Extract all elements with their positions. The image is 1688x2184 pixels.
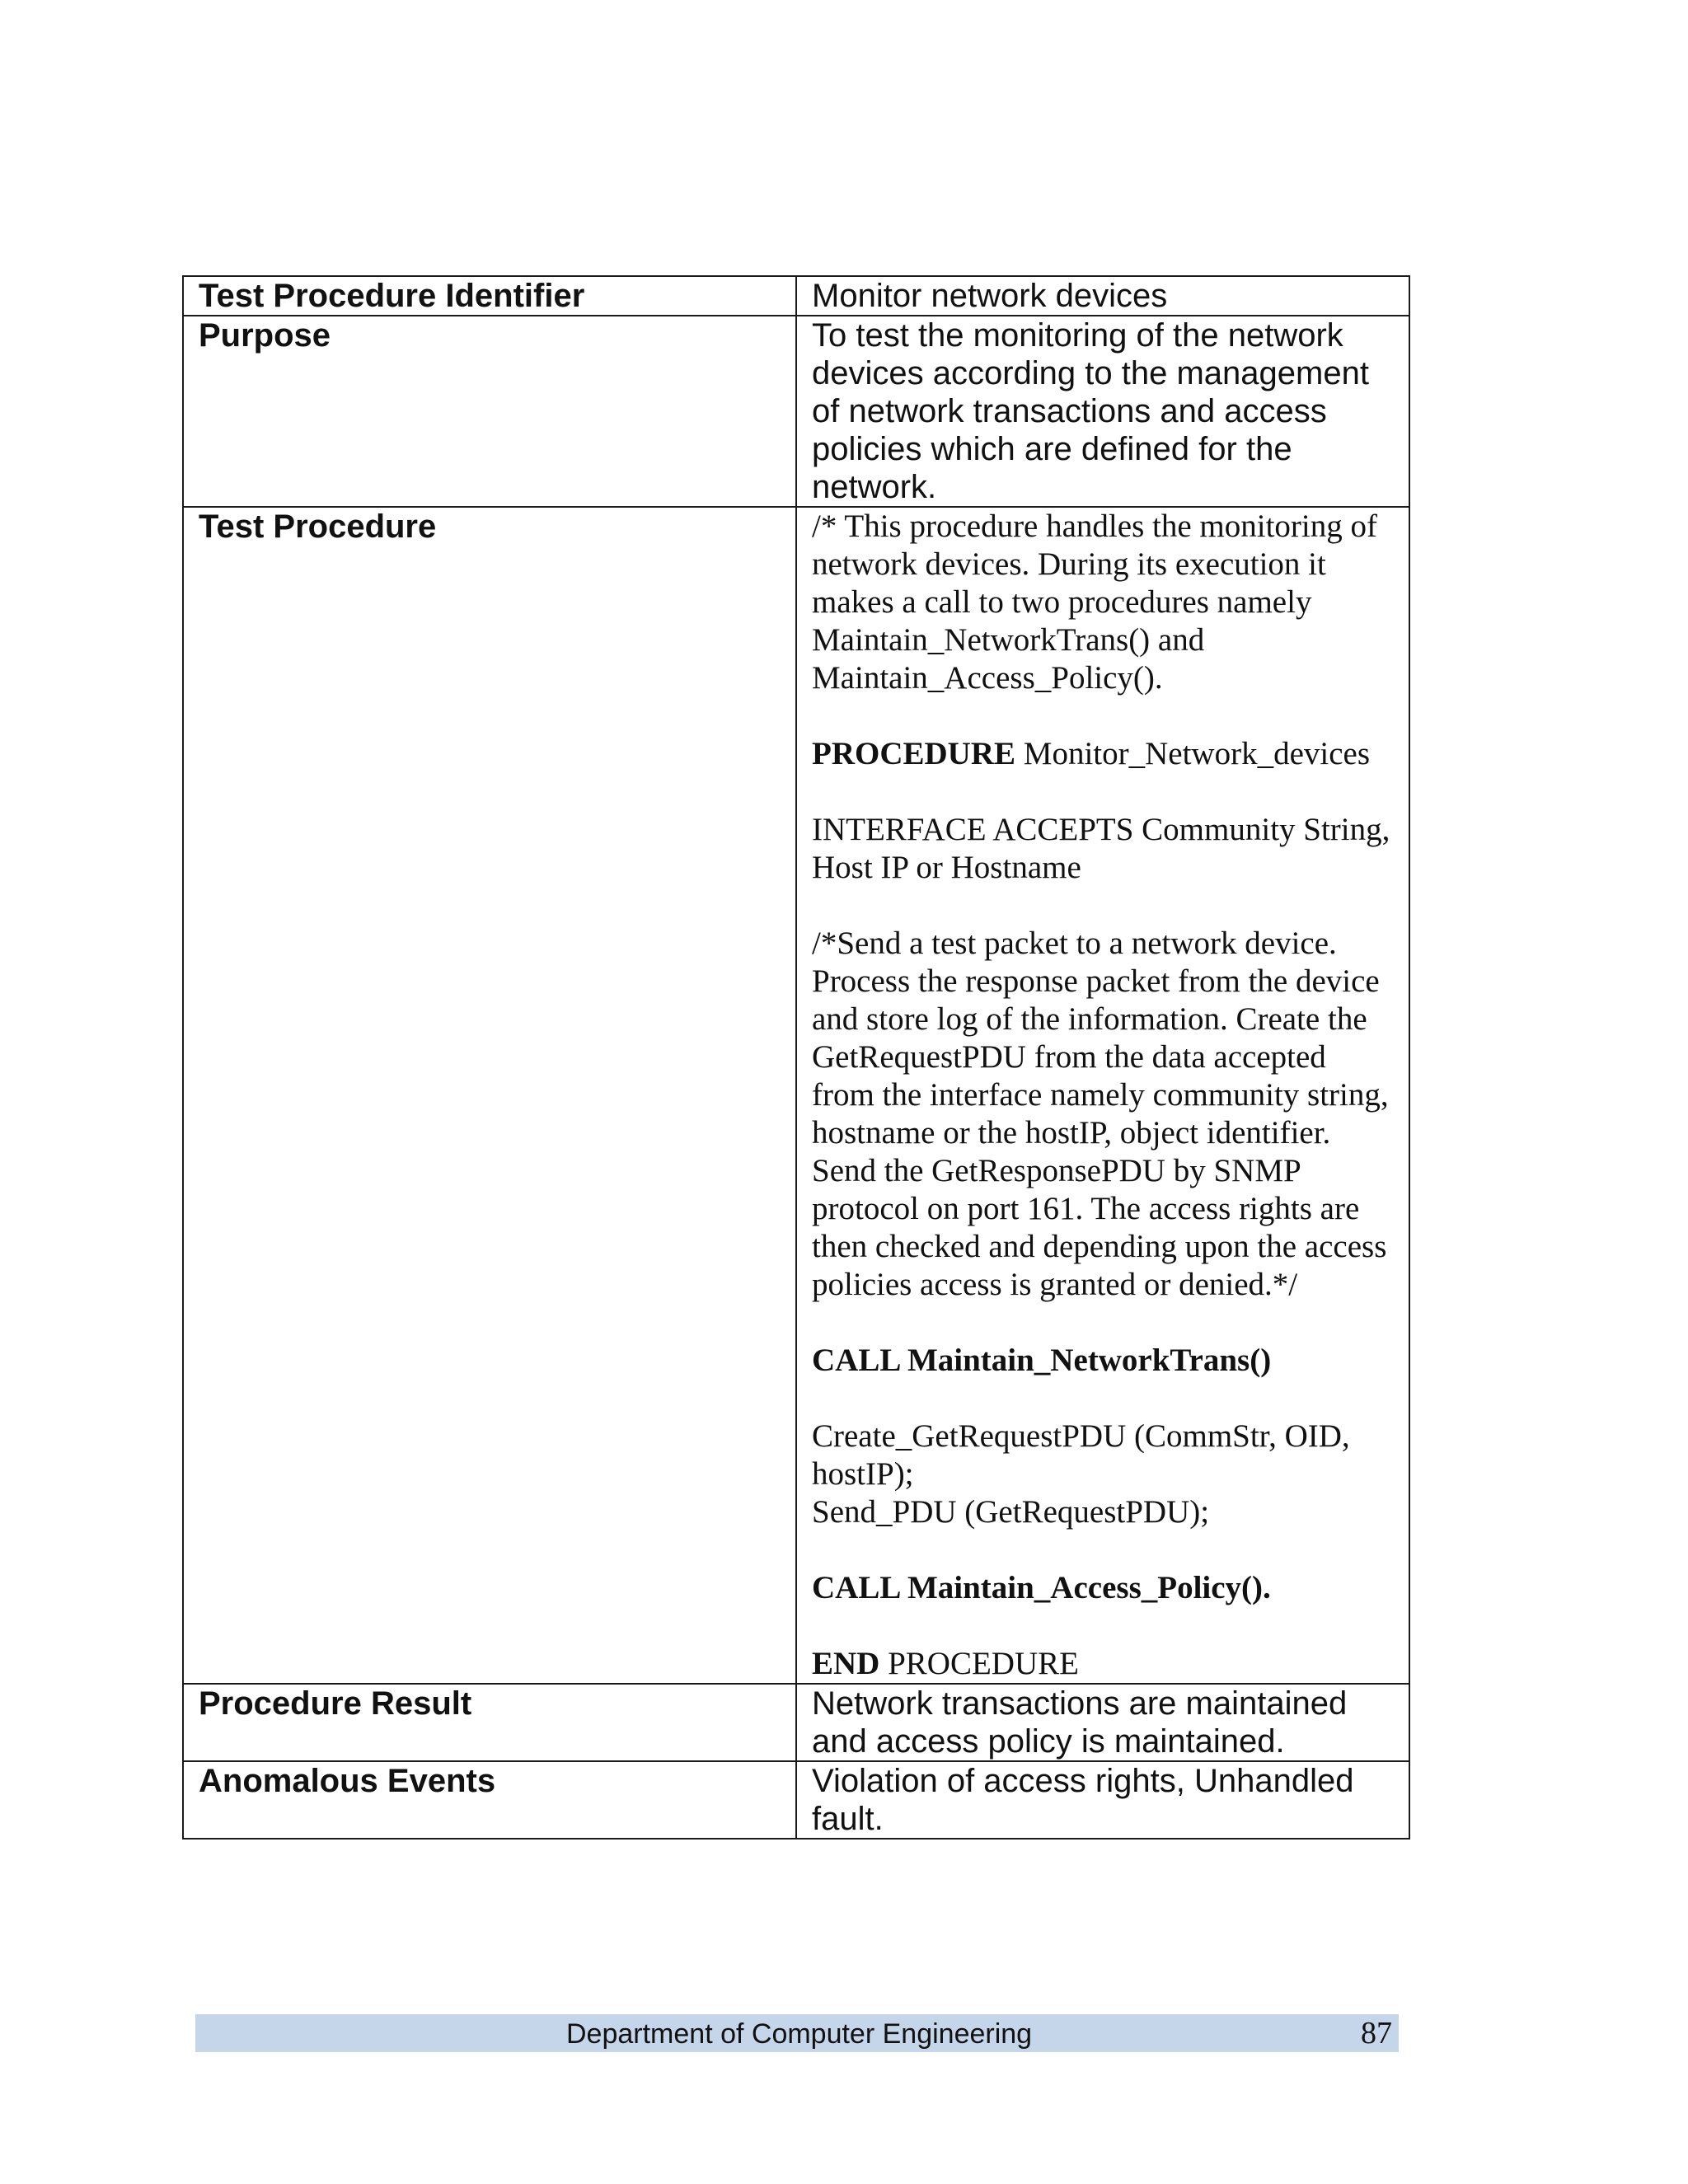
anomalous-label: Anomalous Events — [183, 1761, 796, 1839]
table-row — [183, 1684, 1409, 1761]
interface-line: INTERFACE ACCEPTS Community String, Host IP or Hostname — [812, 812, 1390, 885]
procedure-description: /*Send a test packet to a network device. Process the response packet from the device and store log of the information. Create the GetRequestPDU from the data accepted from the interface namely community string, hostname or the hostIP, object identifier. Send the GetResponsePDU by SNMP protocol on port 161. The access rights are then checked and depending upon the access policies access is granted or denied.*/ — [812, 926, 1389, 1302]
result-label: Procedure Result — [183, 1684, 796, 1761]
call-maintain-access-policy: CALL Maintain_Access_Policy(). — [812, 1570, 1271, 1605]
procedure-header — [812, 735, 1395, 773]
table-row — [183, 507, 1409, 1684]
procedure-keyword: PROCEDURE — [812, 736, 1016, 771]
call-maintain-networktrans: CALL Maintain_NetworkTrans() — [812, 1343, 1272, 1378]
result-value: Network transactions are maintained and access policy is maintained. — [796, 1684, 1409, 1761]
end-procedure-line — [812, 1645, 1395, 1683]
test-procedure-table — [182, 275, 1410, 1840]
anomalous-value: Violation of access rights, Unhandled fault. — [796, 1761, 1409, 1839]
page-number: 87 — [1361, 2016, 1392, 2050]
send-pdu-line: Send_PDU (GetRequestPDU); — [812, 1494, 1210, 1530]
purpose-value: To test the monitoring of the network devices according to the management of network transactions and access policies which are defined for the network. — [796, 316, 1409, 507]
table-row — [183, 1761, 1409, 1839]
procedure-label: Test Procedure — [183, 507, 796, 1684]
procedure-name: Monitor_Network_devices — [1015, 736, 1371, 771]
table-row — [183, 276, 1409, 316]
create-request-line: Create_GetRequestPDU (CommStr, OID, hostIP); — [812, 1418, 1350, 1492]
page-footer — [195, 2014, 1399, 2052]
procedure-body — [796, 507, 1409, 1684]
purpose-label: Purpose — [183, 316, 796, 507]
end-rest: PROCEDURE — [879, 1646, 1079, 1681]
footer-department: Department of Computer Engineering — [566, 2018, 1033, 2050]
end-keyword: END — [812, 1646, 880, 1681]
identifier-label: Test Procedure Identifier — [183, 276, 796, 316]
procedure-comment: /* This procedure handles the monitoring of network devices. During its execution it makes a call to two procedures namely Maintain_NetworkTrans() and Maintain_Access_Policy(). — [812, 509, 1377, 696]
identifier-value: Monitor network devices — [796, 276, 1409, 316]
table-row — [183, 316, 1409, 507]
